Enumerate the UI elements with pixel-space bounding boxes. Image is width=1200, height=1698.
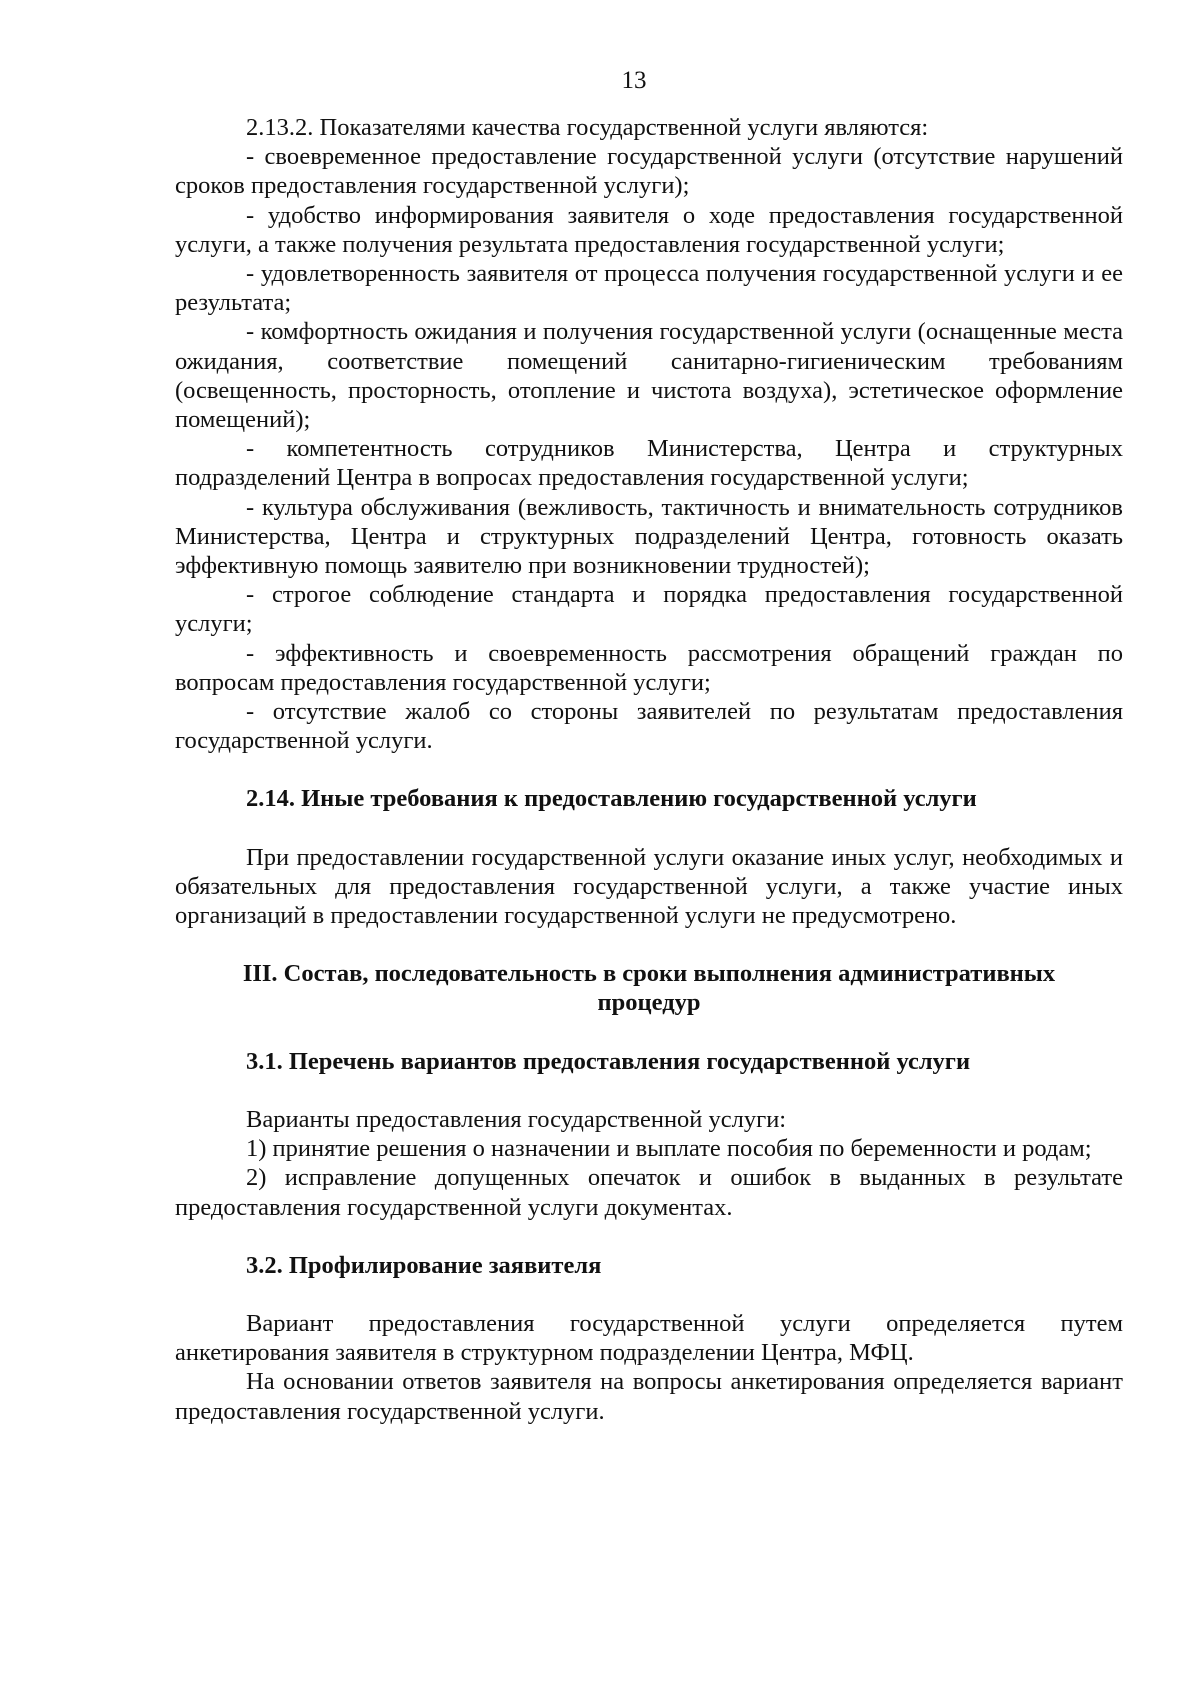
paragraph-spacer — [175, 930, 1123, 959]
paragraph-spacer — [175, 1280, 1123, 1309]
chapter-heading: III. Состав, последовательность в сроки выполнения административных процедур — [242, 960, 1056, 1017]
paragraph: - удовлетворенность заявителя от процесса получения государственной услуги и ее результата; — [175, 260, 1123, 317]
paragraph: - компетентность сотрудников Министерства, Центра и структурных подразделений Центра в вопросах предоставления государственной услуги; — [175, 435, 1123, 492]
paragraph-spacer — [175, 1076, 1123, 1105]
section-heading: 2.14. Иные требования к предоставлению государственной услуги — [246, 785, 977, 813]
paragraph: 2.13.2. Показателями качества государственной услуги являются: — [246, 114, 929, 141]
paragraph: - культура обслуживания (вежливость, тактичность и внимательность сотрудников Министерства, Центра и структурных подразделений Центра, готовность оказать эффективную помощь заявителю при возникновении трудностей); — [175, 493, 1123, 580]
section-heading: 3.2. Профилирование заявителя — [246, 1251, 602, 1279]
paragraph: 2) исправление допущенных опечаток и ошибок в выданных в результате предоставления государственной услуги документах. — [175, 1164, 1123, 1221]
paragraph: - отсутствие жалоб со стороны заявителей по результатам предоставления государственной услуги. — [175, 698, 1123, 755]
section-heading: 3.1. Перечень вариантов предоставления государственной услуги — [246, 1047, 971, 1075]
paragraph-spacer — [175, 1222, 1123, 1251]
paragraph: - строгое соблюдение стандарта и порядка предоставления государственной услуги; — [175, 581, 1123, 638]
document-body — [175, 113, 1123, 1426]
paragraph-spacer — [175, 755, 1123, 784]
paragraph-spacer — [175, 814, 1123, 843]
paragraph: При предоставлении государственной услуги оказание иных услуг, необходимых и обязательных для предоставления государственной услуги, а также участие иных организаций в предоставлении государственной услуги не предусмотрено. — [175, 843, 1123, 930]
paragraph: На основании ответов заявителя на вопросы анкетирования определяется вариант предоставления государственной услуги. — [175, 1368, 1123, 1425]
paragraph: 1) принятие решения о назначении и выплате пособия по беременности и родам; — [246, 1135, 1092, 1163]
paragraph: - удобство информирования заявителя о ходе предоставления государственной услуги, а также получения результата предоставления государственной услуги; — [175, 201, 1123, 258]
paragraph: - своевременное предоставление государственной услуги (отсутствие нарушений сроков предоставления государственной услуги); — [175, 143, 1123, 200]
page-number: 13 — [621, 67, 647, 94]
paragraph-spacer — [175, 1018, 1123, 1047]
paragraph: - эффективность и своевременность рассмотрения обращений граждан по вопросам предоставления государственной услуги; — [175, 639, 1123, 696]
paragraph: Варианты предоставления государственной услуги: — [246, 1105, 787, 1133]
paragraph: Вариант предоставления государственной услуги определяется путем анкетирования заявителя в структурном подразделении Центра, МФЦ. — [175, 1309, 1123, 1367]
paragraph: - комфортность ожидания и получения государственной услуги (оснащенные места ожидания, соответствие помещений санитарно-гигиеническим требованиям (освещенность, просторность, отопление и чистота воздуха), эстетическое оформление помещений); — [175, 318, 1123, 434]
